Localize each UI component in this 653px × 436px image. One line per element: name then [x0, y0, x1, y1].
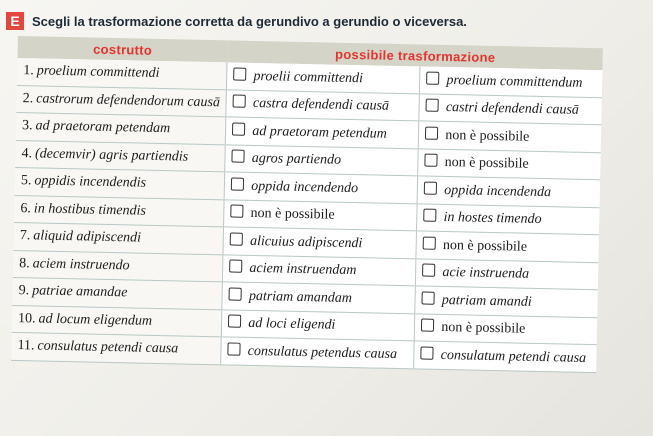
row-number: 4.	[21, 145, 33, 162]
option-checkbox[interactable]	[423, 209, 436, 222]
source-text: ad locum eligendum	[38, 311, 153, 329]
option-checkbox[interactable]	[232, 150, 245, 163]
row-number: 8.	[19, 255, 30, 272]
option-checkbox[interactable]	[426, 71, 439, 84]
option-text: alicuius adipiscendi	[249, 233, 363, 252]
source-text: aciem instruendo	[32, 256, 130, 274]
option-checkbox[interactable]	[229, 260, 242, 273]
option-checkbox[interactable]	[228, 342, 241, 355]
option-checkbox[interactable]	[422, 291, 435, 304]
option-text: oppida incendendo	[251, 178, 359, 196]
option-text: castra defendendi causā	[252, 96, 390, 115]
exercise-instruction: Scegli la trasformazione corretta da gerundivo a gerundio o viceversa.	[32, 13, 467, 29]
option-checkbox[interactable]	[228, 315, 241, 328]
source-cell	[12, 277, 222, 309]
option-checkbox[interactable]	[426, 99, 439, 112]
option-b-cell[interactable]	[417, 203, 600, 234]
option-checkbox[interactable]	[230, 232, 243, 245]
option-checkbox[interactable]	[421, 346, 434, 359]
source-text: oppidis incendendis	[34, 173, 147, 191]
option-checkbox[interactable]	[423, 236, 436, 249]
source-cell	[15, 167, 225, 199]
source-cell	[12, 305, 222, 337]
option-b-cell[interactable]	[414, 313, 597, 344]
option-text: patriam amandi	[441, 292, 532, 310]
option-checkbox[interactable]	[421, 319, 434, 332]
exercise-table	[11, 36, 603, 373]
option-text: castri defendendi causā	[445, 100, 580, 119]
option-text: proelium committendum	[446, 72, 583, 91]
option-a-cell[interactable]	[222, 282, 416, 314]
row-number: 9.	[18, 283, 30, 299]
option-a-cell[interactable]	[224, 199, 418, 231]
option-text: oppida incendenda	[444, 182, 552, 200]
option-text: proelii committendi	[253, 68, 364, 86]
option-b-cell[interactable]	[418, 148, 601, 179]
option-checkbox[interactable]	[232, 122, 245, 135]
option-checkbox[interactable]	[233, 67, 246, 80]
option-text: consulatus petendus causa	[247, 343, 398, 362]
option-checkbox[interactable]	[233, 95, 246, 108]
option-b-cell[interactable]	[420, 66, 603, 97]
option-text: non è possibile	[250, 206, 335, 223]
option-text: ad praetoram petendum	[252, 123, 388, 142]
option-text: patriam amandam	[248, 288, 353, 306]
header-costrutto: costrutto	[18, 36, 228, 62]
option-text: non è possibile	[445, 127, 530, 145]
option-b-cell[interactable]	[419, 93, 602, 124]
option-text: non è possibile	[441, 320, 526, 337]
source-cell	[14, 195, 224, 227]
option-b-cell[interactable]	[414, 341, 597, 372]
exercise-header	[6, 10, 467, 32]
header-possibile-trasformazione: possibile trasformazione	[227, 40, 603, 70]
option-checkbox[interactable]	[231, 177, 244, 190]
option-b-cell[interactable]	[416, 258, 599, 289]
row-number: 3.	[21, 118, 33, 134]
option-text: aciem instruendam	[249, 261, 357, 279]
option-a-cell[interactable]	[221, 337, 415, 369]
option-a-cell[interactable]	[227, 62, 421, 93]
option-checkbox[interactable]	[231, 205, 244, 218]
option-a-cell[interactable]	[223, 227, 417, 259]
option-a-cell[interactable]	[223, 254, 417, 286]
option-text: ad loci eligendi	[248, 316, 336, 333]
row-number: 1.	[23, 63, 34, 79]
row-number: 11.	[17, 338, 35, 354]
option-a-cell[interactable]	[226, 89, 420, 121]
option-b-cell[interactable]	[415, 286, 598, 317]
source-text: aliquid adipiscendi	[33, 228, 142, 246]
exercise-badge: E	[6, 12, 24, 30]
source-cell	[11, 332, 221, 364]
option-checkbox[interactable]	[229, 287, 242, 300]
option-text: consulatum petendi causa	[440, 347, 587, 366]
row-number: 6.	[20, 200, 32, 217]
option-a-cell[interactable]	[225, 144, 419, 176]
option-text: non è possibile	[444, 155, 529, 172]
exercise-table-wrapper	[11, 36, 603, 373]
option-checkbox[interactable]	[425, 154, 438, 167]
source-cell	[13, 250, 223, 282]
source-text: (decemvir) agris partiendis	[34, 146, 189, 165]
option-text: non è possibile	[442, 237, 528, 255]
source-text: castrorum defendendorum causā	[36, 91, 221, 110]
option-text: acie instruenda	[442, 265, 530, 283]
option-checkbox[interactable]	[424, 181, 437, 194]
row-number: 5.	[20, 173, 32, 189]
option-checkbox[interactable]	[422, 264, 435, 277]
source-cell	[16, 85, 226, 117]
option-a-cell[interactable]	[224, 172, 418, 204]
option-checkbox[interactable]	[425, 126, 438, 139]
source-cell	[15, 140, 225, 172]
row-number: 2.	[22, 90, 34, 107]
option-b-cell[interactable]	[419, 121, 602, 152]
source-cell	[16, 112, 226, 144]
table-body	[11, 58, 602, 372]
source-text: in hostibus timendis	[33, 201, 147, 219]
option-b-cell[interactable]	[416, 231, 599, 262]
row-number: 10.	[17, 310, 36, 327]
option-a-cell[interactable]	[222, 309, 416, 341]
source-text: proelium committendi	[36, 63, 160, 82]
source-text: patriae amandae	[32, 283, 128, 301]
option-b-cell[interactable]	[417, 176, 600, 207]
option-text: agros partiendo	[251, 151, 342, 169]
source-cell	[14, 222, 224, 254]
option-a-cell[interactable]	[226, 117, 420, 149]
source-text: ad praetoram petendam	[35, 118, 171, 137]
row-number: 7.	[19, 228, 31, 244]
source-text: consulatus petendi causa	[37, 338, 179, 357]
option-text: in hostes timendo	[443, 210, 542, 228]
